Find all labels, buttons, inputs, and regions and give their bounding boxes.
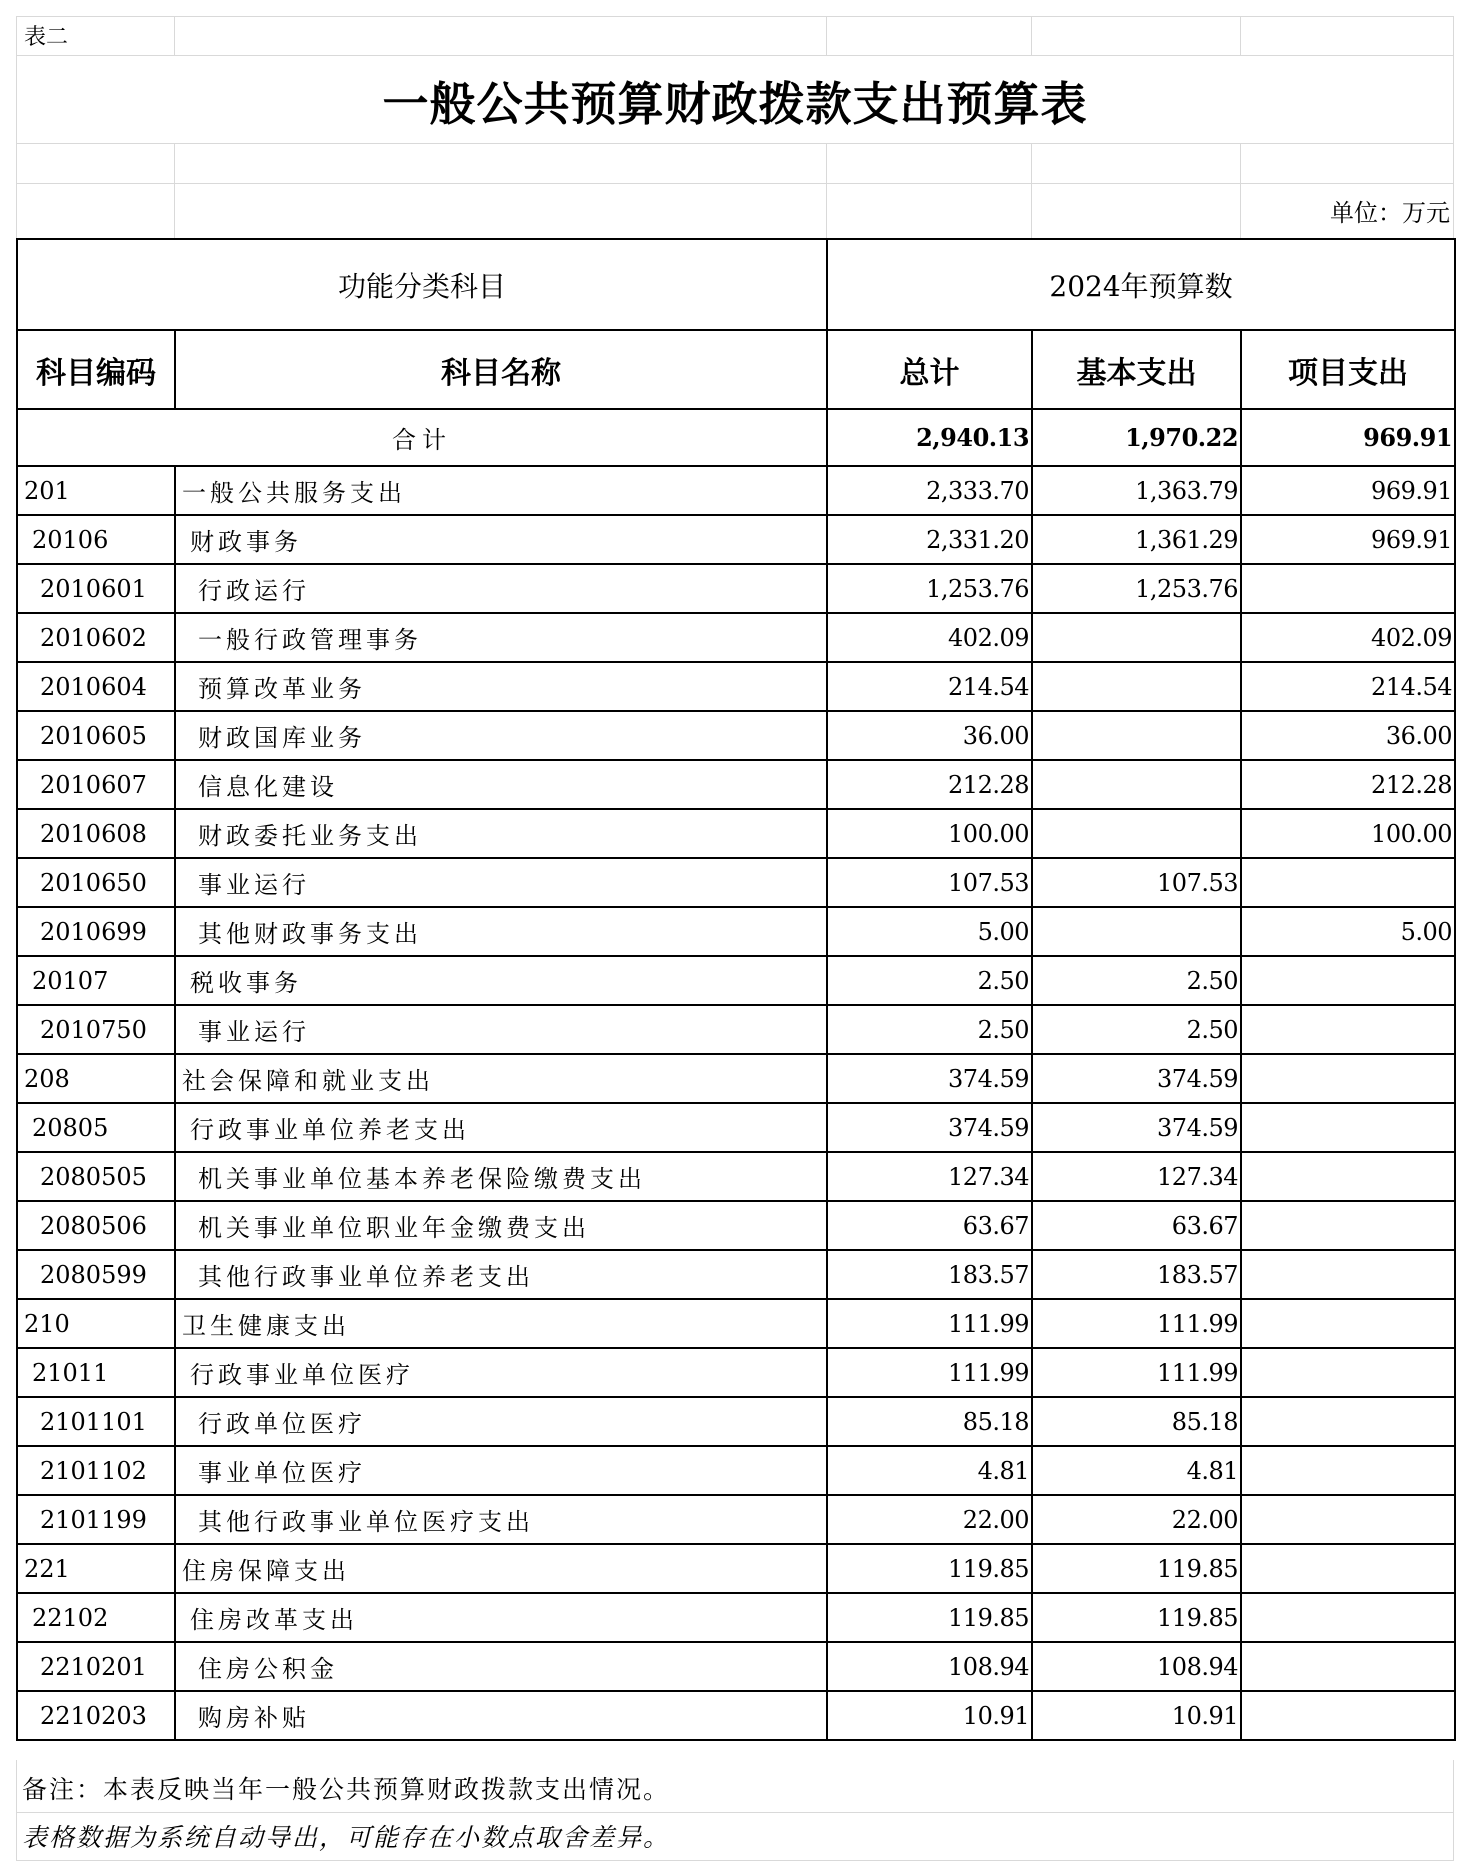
table-row <box>17 1446 1455 1495</box>
row-code: 2010605 <box>17 711 175 760</box>
total-basic: 1,970.22 <box>1032 409 1241 466</box>
table-row <box>17 564 1455 613</box>
row-basic <box>1032 809 1241 858</box>
table-row <box>17 662 1455 711</box>
row-code: 201 <box>17 466 175 515</box>
row-total: 36.00 <box>827 711 1032 760</box>
table-row <box>17 1495 1455 1544</box>
row-basic: 63.67 <box>1032 1201 1241 1250</box>
row-project: 969.91 <box>1241 515 1455 564</box>
row-name: 其他行政事业单位医疗支出 <box>175 1495 827 1544</box>
row-basic: 119.85 <box>1032 1544 1241 1593</box>
page-title: 一般公共预算财政拨款支出预算表 <box>382 77 1088 131</box>
row-code: 2010604 <box>17 662 175 711</box>
row-project <box>1241 1250 1455 1299</box>
row-basic: 374.59 <box>1032 1103 1241 1152</box>
row-name: 一般公共服务支出 <box>175 466 827 515</box>
row-basic: 1,363.79 <box>1032 466 1241 515</box>
row-code: 20805 <box>17 1103 175 1152</box>
row-basic <box>1032 760 1241 809</box>
row-code: 2080505 <box>17 1152 175 1201</box>
row-project <box>1241 1446 1455 1495</box>
row-basic: 22.00 <box>1032 1495 1241 1544</box>
row-project <box>1241 1544 1455 1593</box>
row-project <box>1241 1397 1455 1446</box>
row-code: 2210201 <box>17 1642 175 1691</box>
row-code: 20107 <box>17 956 175 1005</box>
table-row <box>17 1299 1455 1348</box>
row-basic: 4.81 <box>1032 1446 1241 1495</box>
note-line-1: 备注：本表反映当年一般公共预算财政拨款支出情况。 <box>22 1775 671 1804</box>
row-total: 4.81 <box>827 1446 1032 1495</box>
row-name: 行政事业单位医疗 <box>175 1348 827 1397</box>
row-project: 5.00 <box>1241 907 1455 956</box>
table-row <box>17 1201 1455 1250</box>
row-project: 969.91 <box>1241 466 1455 515</box>
table-row <box>17 1544 1455 1593</box>
row-total: 2,331.20 <box>827 515 1032 564</box>
row-total: 22.00 <box>827 1495 1032 1544</box>
row-basic: 119.85 <box>1032 1593 1241 1642</box>
row-total: 63.67 <box>827 1201 1032 1250</box>
table-row <box>17 760 1455 809</box>
row-total: 2,333.70 <box>827 466 1032 515</box>
row-total: 10.91 <box>827 1691 1032 1740</box>
row-project: 100.00 <box>1241 809 1455 858</box>
row-basic: 107.53 <box>1032 858 1241 907</box>
row-basic: 2.50 <box>1032 956 1241 1005</box>
row-basic: 111.99 <box>1032 1348 1241 1397</box>
table-row <box>17 711 1455 760</box>
table-row <box>17 809 1455 858</box>
row-name: 住房保障支出 <box>175 1544 827 1593</box>
row-name: 行政单位医疗 <box>175 1397 827 1446</box>
row-total: 214.54 <box>827 662 1032 711</box>
row-code: 20106 <box>17 515 175 564</box>
row-name: 其他财政事务支出 <box>175 907 827 956</box>
row-basic <box>1032 613 1241 662</box>
row-name: 购房补贴 <box>175 1691 827 1740</box>
header-row-1 <box>17 239 1455 330</box>
table-row <box>17 907 1455 956</box>
row-code: 208 <box>17 1054 175 1103</box>
row-project <box>1241 1299 1455 1348</box>
table-row <box>17 858 1455 907</box>
row-basic <box>1032 662 1241 711</box>
table-body <box>17 466 1455 1740</box>
header-code: 科目编码 <box>17 330 175 409</box>
row-basic: 1,253.76 <box>1032 564 1241 613</box>
row-total: 5.00 <box>827 907 1032 956</box>
table-row <box>17 613 1455 662</box>
row-code: 2210203 <box>17 1691 175 1740</box>
row-total: 402.09 <box>827 613 1032 662</box>
row-project <box>1241 564 1455 613</box>
row-code: 2080599 <box>17 1250 175 1299</box>
header-total: 总计 <box>827 330 1032 409</box>
row-total: 374.59 <box>827 1054 1032 1103</box>
total-row <box>17 409 1455 466</box>
row-total: 85.18 <box>827 1397 1032 1446</box>
row-basic: 108.94 <box>1032 1642 1241 1691</box>
row-project <box>1241 1593 1455 1642</box>
row-total: 374.59 <box>827 1103 1032 1152</box>
row-basic: 127.34 <box>1032 1152 1241 1201</box>
row-project: 214.54 <box>1241 662 1455 711</box>
row-project <box>1241 1152 1455 1201</box>
row-project: 212.28 <box>1241 760 1455 809</box>
row-project: 36.00 <box>1241 711 1455 760</box>
header-name: 科目名称 <box>175 330 827 409</box>
table-row <box>17 1103 1455 1152</box>
row-code: 2101101 <box>17 1397 175 1446</box>
row-code: 2101102 <box>17 1446 175 1495</box>
row-total: 2.50 <box>827 956 1032 1005</box>
budget-table <box>16 238 1456 1741</box>
sheet-label: 表二 <box>24 25 69 50</box>
header-basic: 基本支出 <box>1032 330 1241 409</box>
row-total: 100.00 <box>827 809 1032 858</box>
row-code: 2010699 <box>17 907 175 956</box>
row-basic <box>1032 907 1241 956</box>
table-row <box>17 515 1455 564</box>
row-basic: 85.18 <box>1032 1397 1241 1446</box>
row-total: 1,253.76 <box>827 564 1032 613</box>
table-row <box>17 1642 1455 1691</box>
row-total: 108.94 <box>827 1642 1032 1691</box>
row-project <box>1241 1495 1455 1544</box>
row-basic: 1,361.29 <box>1032 515 1241 564</box>
row-name: 机关事业单位基本养老保险缴费支出 <box>175 1152 827 1201</box>
row-name: 事业运行 <box>175 1005 827 1054</box>
header-project: 项目支出 <box>1241 330 1455 409</box>
header-row-2 <box>17 330 1455 409</box>
table-row <box>17 956 1455 1005</box>
row-name: 卫生健康支出 <box>175 1299 827 1348</box>
row-name: 财政委托业务支出 <box>175 809 827 858</box>
row-basic: 10.91 <box>1032 1691 1241 1740</box>
row-code: 2010750 <box>17 1005 175 1054</box>
row-code: 2080506 <box>17 1201 175 1250</box>
row-total: 119.85 <box>827 1544 1032 1593</box>
row-code: 2010601 <box>17 564 175 613</box>
row-name: 机关事业单位职业年金缴费支出 <box>175 1201 827 1250</box>
row-basic: 2.50 <box>1032 1005 1241 1054</box>
total-project: 969.91 <box>1241 409 1455 466</box>
row-basic: 111.99 <box>1032 1299 1241 1348</box>
total-label: 合计 <box>17 409 827 466</box>
row-name: 信息化建设 <box>175 760 827 809</box>
row-name: 财政国库业务 <box>175 711 827 760</box>
row-code: 2010650 <box>17 858 175 907</box>
row-code: 22102 <box>17 1593 175 1642</box>
row-basic <box>1032 711 1241 760</box>
row-total: 107.53 <box>827 858 1032 907</box>
row-project <box>1241 858 1455 907</box>
row-project <box>1241 1005 1455 1054</box>
table-row <box>17 1691 1455 1740</box>
row-code: 2101199 <box>17 1495 175 1544</box>
unit-label: 单位：万元 <box>1330 199 1450 227</box>
row-name: 预算改革业务 <box>175 662 827 711</box>
row-project <box>1241 1201 1455 1250</box>
row-name: 住房改革支出 <box>175 1593 827 1642</box>
row-name: 社会保障和就业支出 <box>175 1054 827 1103</box>
row-code: 2010607 <box>17 760 175 809</box>
header-category: 功能分类科目 <box>17 239 827 330</box>
row-total: 183.57 <box>827 1250 1032 1299</box>
row-code: 221 <box>17 1544 175 1593</box>
total-total: 2,940.13 <box>827 409 1032 466</box>
row-name: 行政事业单位养老支出 <box>175 1103 827 1152</box>
header-budget-year: 2024年预算数 <box>827 239 1455 330</box>
table-row <box>17 466 1455 515</box>
row-total: 127.34 <box>827 1152 1032 1201</box>
row-project <box>1241 1054 1455 1103</box>
row-project: 402.09 <box>1241 613 1455 662</box>
row-name: 事业单位医疗 <box>175 1446 827 1495</box>
row-name: 财政事务 <box>175 515 827 564</box>
row-name: 其他行政事业单位养老支出 <box>175 1250 827 1299</box>
row-total: 111.99 <box>827 1299 1032 1348</box>
row-project <box>1241 1691 1455 1740</box>
row-project <box>1241 956 1455 1005</box>
row-project <box>1241 1642 1455 1691</box>
row-name: 行政运行 <box>175 564 827 613</box>
row-total: 2.50 <box>827 1005 1032 1054</box>
table-row <box>17 1005 1455 1054</box>
table-row <box>17 1250 1455 1299</box>
row-name: 税收事务 <box>175 956 827 1005</box>
table-row <box>17 1348 1455 1397</box>
row-basic: 183.57 <box>1032 1250 1241 1299</box>
row-name: 事业运行 <box>175 858 827 907</box>
table-row <box>17 1054 1455 1103</box>
row-code: 2010602 <box>17 613 175 662</box>
table-row <box>17 1152 1455 1201</box>
row-project <box>1241 1103 1455 1152</box>
row-code: 210 <box>17 1299 175 1348</box>
row-name: 一般行政管理事务 <box>175 613 827 662</box>
row-name: 住房公积金 <box>175 1642 827 1691</box>
row-code: 21011 <box>17 1348 175 1397</box>
row-total: 119.85 <box>827 1593 1032 1642</box>
table-row <box>17 1593 1455 1642</box>
row-total: 212.28 <box>827 760 1032 809</box>
note-line-2: 表格数据为系统自动导出，可能存在小数点取舍差异。 <box>22 1823 671 1852</box>
row-project <box>1241 1348 1455 1397</box>
row-basic: 374.59 <box>1032 1054 1241 1103</box>
row-total: 111.99 <box>827 1348 1032 1397</box>
row-code: 2010608 <box>17 809 175 858</box>
table-row <box>17 1397 1455 1446</box>
